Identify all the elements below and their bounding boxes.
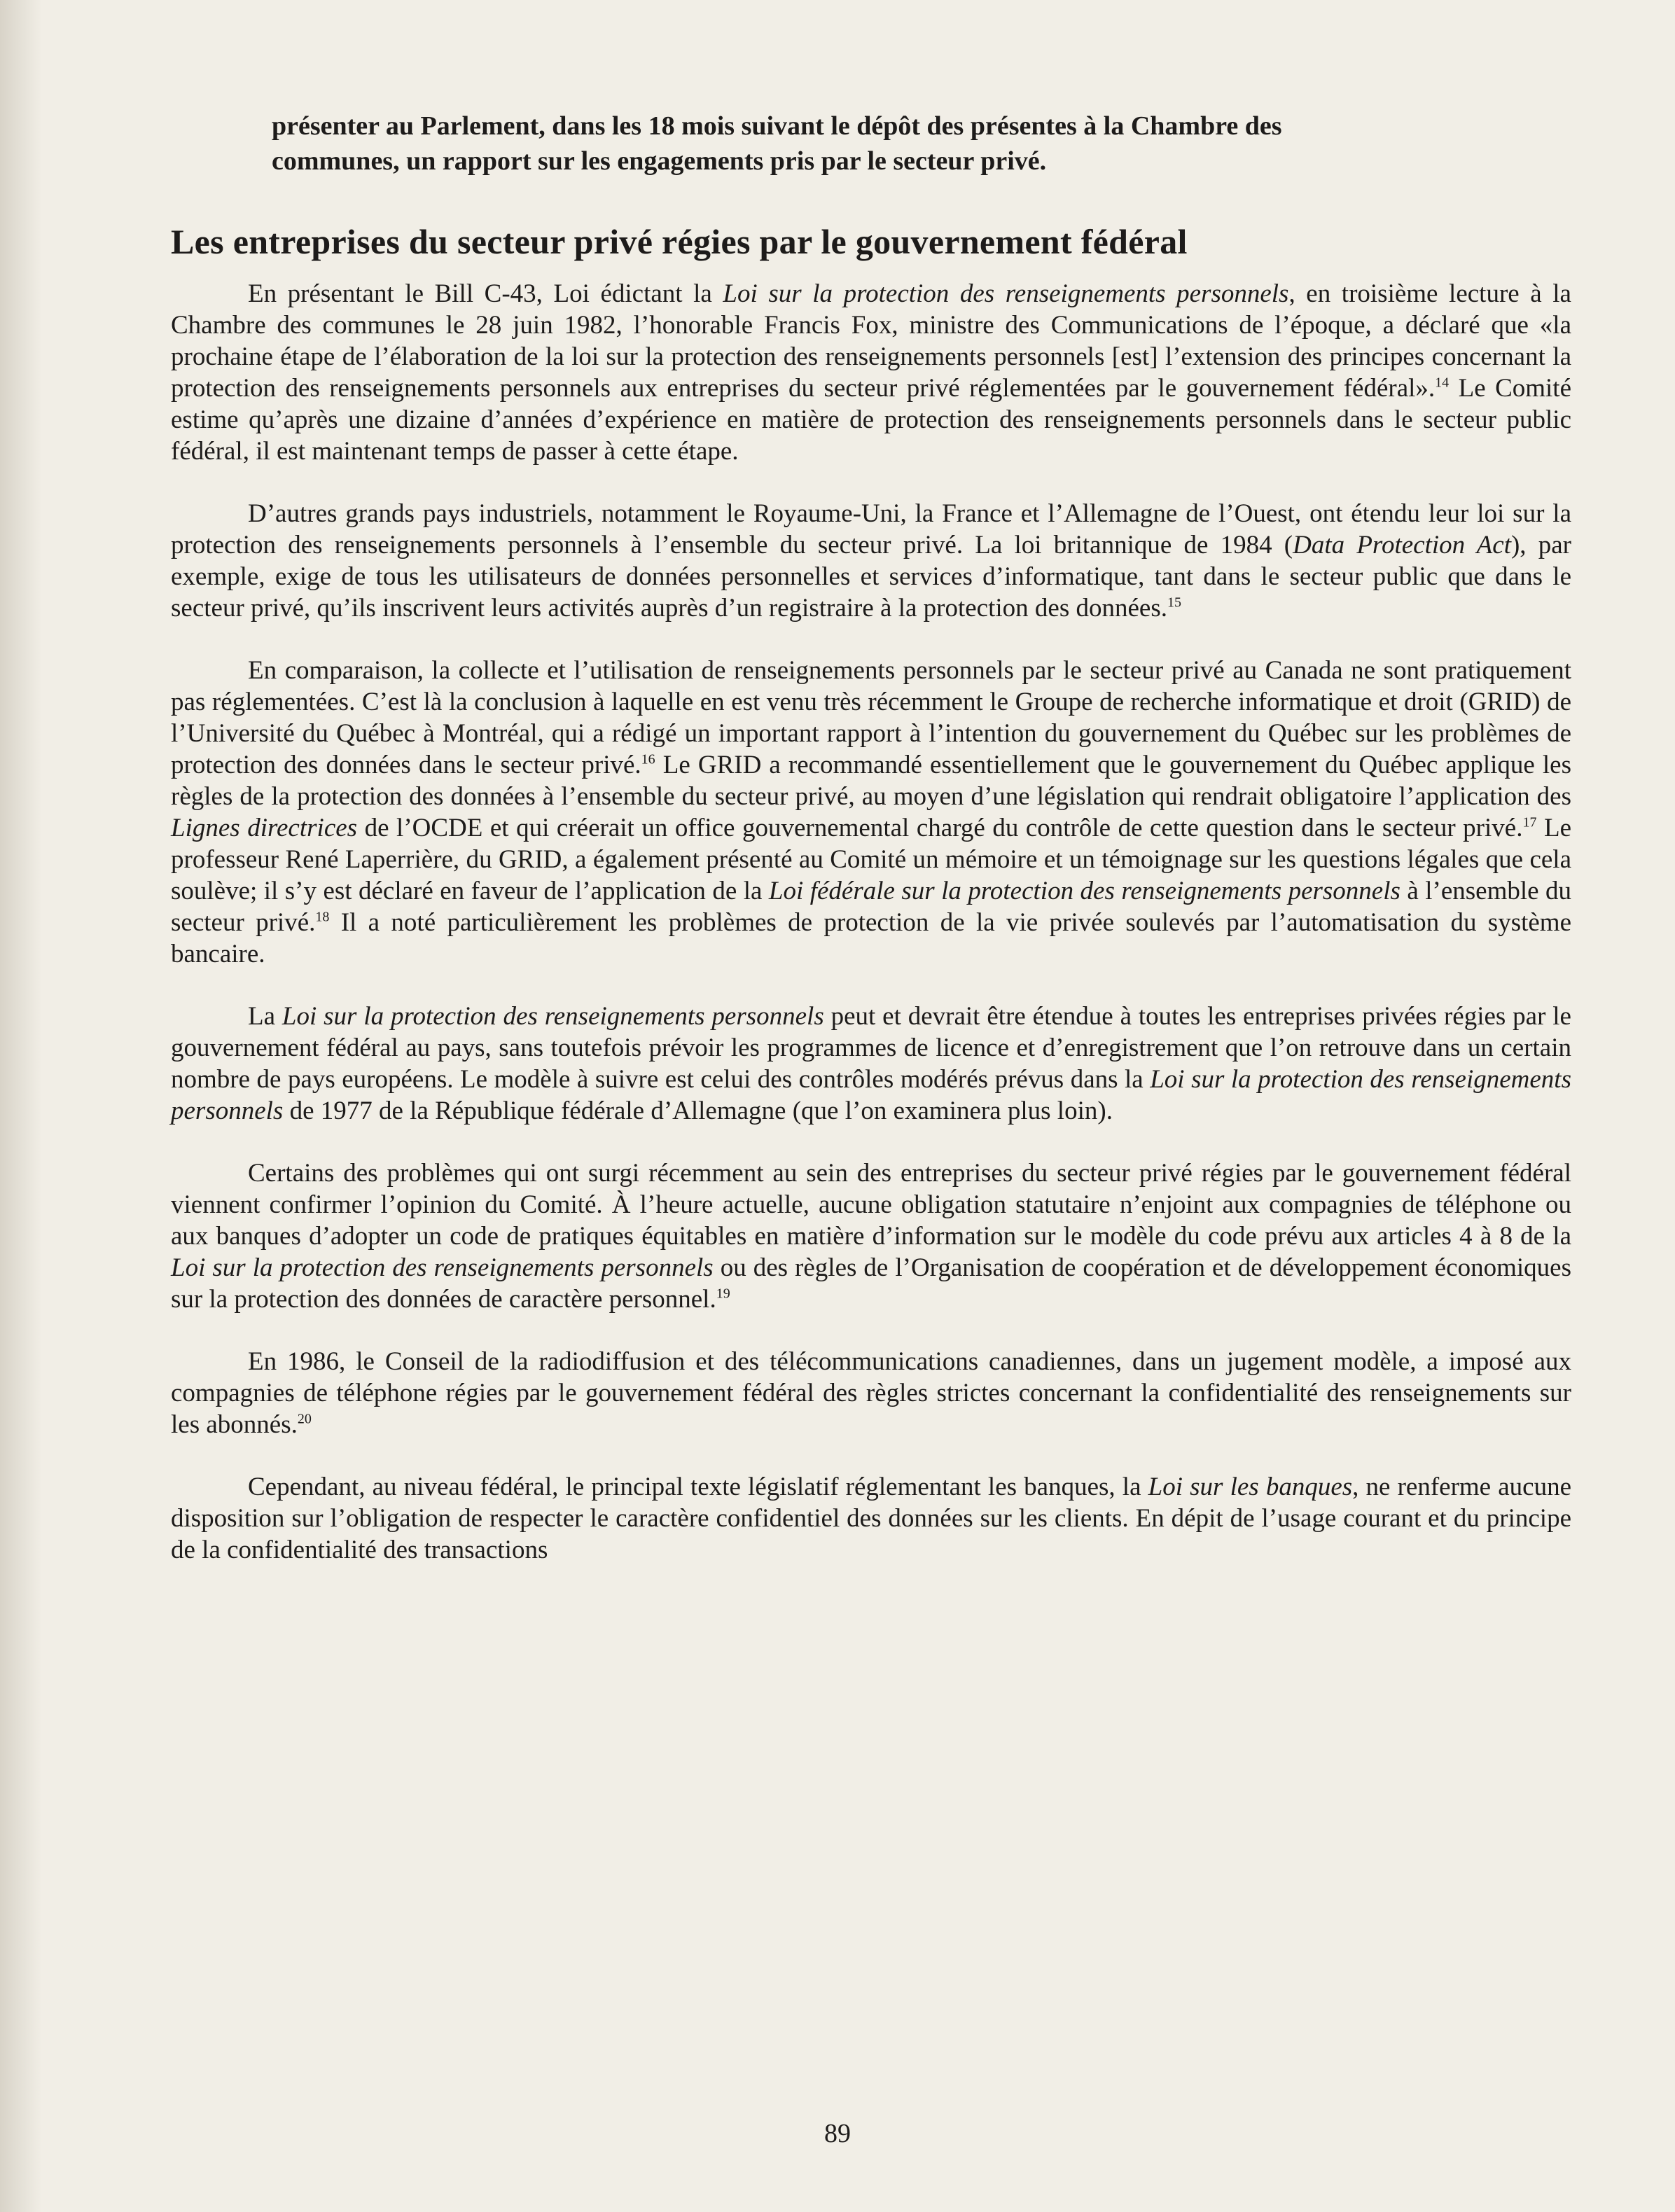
recommendation-text — [272, 109, 1531, 179]
footnote-ref-17: 17 — [1522, 814, 1537, 830]
paragraph-5: Certains des problèmes qui ont surgi récemment au sein des entreprises du secteur privé régies par le gouvernement fédéral viennent confirmer l’opinion du Comité. À l’heure actuelle, aucune obligation statutaire n’enjoint aux compagnies de téléphone ou aux banques d’adopter un code de pratiques équitables en matière d’information sur le modèle du code prévu aux articles 4 à 8 de la Loi sur la protection des renseignements personnels ou des règles de l’Organisation de coopération et de développement économiques sur la protection des données de caractère personnel.$^{19}$ — [171, 1159, 1571, 1314]
footnote-ref-20: 20 — [297, 1411, 312, 1427]
footnote-ref-18: 18 — [315, 909, 330, 925]
paragraph-4: La Loi sur la protection des renseignements personnels peut et devrait être étendue à toutes les entreprises privées régies par le gouvernement fédéral au pays, sans toutefois prévoir les programmes de licence et d’enregistrement que l’on retrouve dans un certain nombre de pays européens. Le modèle à suivre est celui des contrôles modérés prévus dans la Loi sur la protection des renseignements personnels de 1977 de la République fédérale d’Allemagne (que l’on examinera plus loin). — [171, 1002, 1571, 1125]
section-title: Les entreprises du secteur privé régies par le gouvernement fédéral — [171, 222, 1188, 261]
footnote-ref-16: 16 — [641, 751, 655, 767]
document-page — [171, 109, 1571, 1597]
page-number: 89 — [824, 2119, 851, 2148]
paragraph-6: En 1986, le Conseil de la radiodiffusion et des télécommunications canadiennes, dans un jugement modèle, a imposé aux compagnies de téléphone régies par le gouvernement fédéral des règles strictes concernant la confidentialité des renseignements sur les abonnés.$^{20}$ — [171, 1347, 1571, 1439]
paragraph-1: En présentant le Bill C-43, Loi édictant la Loi sur la protection des renseignements personnels, en troisième lecture à la Chambre des communes le 28 juin 1982, l’honorable Francis Fox, ministre des Communications de l’époque, a déclaré que «la prochaine étape de l’élaboration de la loi sur la protection des renseignements personnels [est] l’extension des principes concernant la protection des renseignements personnels aux entreprises du secteur privé réglementées par le gouvernement fédéral».$^{14}$ Le Comité estime qu’après une dizaine d’années d’expérience en matière de protection des renseignements personnels dans le secteur public fédéral, il est maintenant temps de passer à cette étape. — [171, 279, 1572, 466]
recommendation-line-1: présenter au Parlement, dans les 18 mois suivant le dépôt des présentes à la Chambre des — [272, 111, 1282, 141]
paragraph-2: D’autres grands pays industriels, notamment le Royaume-Uni, la France et l’Allemagne de l’Ouest, ont étendu leur loi sur la protection des renseignements personnels à l’ensemble du secteur privé. La loi britannique de 1984 (Data Protection Act), par exemple, exige de tous les utilisateurs de données personnelles et services d’informatique, tant dans le secteur public que dans le secteur privé, qu’ils inscrivent leurs activités auprès d’un registraire à la protection des données.$^{15}$ — [171, 499, 1571, 622]
footnote-ref-19: 19 — [716, 1286, 730, 1302]
recommendation-line-2: communes, un rapport sur les engagements pris par le secteur privé. — [272, 146, 1047, 176]
paragraph-3: En comparaison, la collecte et l’utilisation de renseignements personnels par le secteur privé au Canada ne sont pratiquement pas réglementées. C’est là la conclusion à laquelle en est venu très récemment le Groupe de recherche informatique et droit (GRID) de l’Université du Québec à Montréal, qui a rédigé un important rapport à l’intention du gouvernement du Québec sur les problèmes de protection des données dans le secteur privé.$^{16}$ Le GRID a recommandé essentiellement que le gouvernement du Québec applique les règles de la protection des données à l’ensemble du secteur privé, au moyen d’une législation qui rendrait obligatoire l’application des Lignes directrices de l’OCDE et qui créerait un office gouvernemental chargé du contrôle de cette question dans le secteur privé.$^{17}$ Le professeur René Laperrière, du GRID, a également présenté au Comité un mémoire et un témoignage sur les questions légales que cela soulève; il s’y est déclaré en faveur de l’application de la Loi fédérale sur la protection des renseignements personnels à l’ensemble du secteur privé.$^{18}$ Il a noté particulièrement les problèmes de protection de la vie privée soulevés par l’automatisation du système bancaire. — [171, 656, 1572, 968]
page-edge-shadow — [0, 0, 42, 2212]
footnote-ref-14: 14 — [1435, 375, 1450, 391]
footnote-ref-15: 15 — [1167, 594, 1181, 611]
paragraph-7: Cependant, au niveau fédéral, le principal texte législatif réglementant les banques, la Loi sur les banques, ne renferme aucune disposition sur l’obligation de respecter le caractère confidentiel des données sur les clients. En dépit de l’usage courant et du principe de la confidentialité des transactions — [171, 1473, 1572, 1564]
